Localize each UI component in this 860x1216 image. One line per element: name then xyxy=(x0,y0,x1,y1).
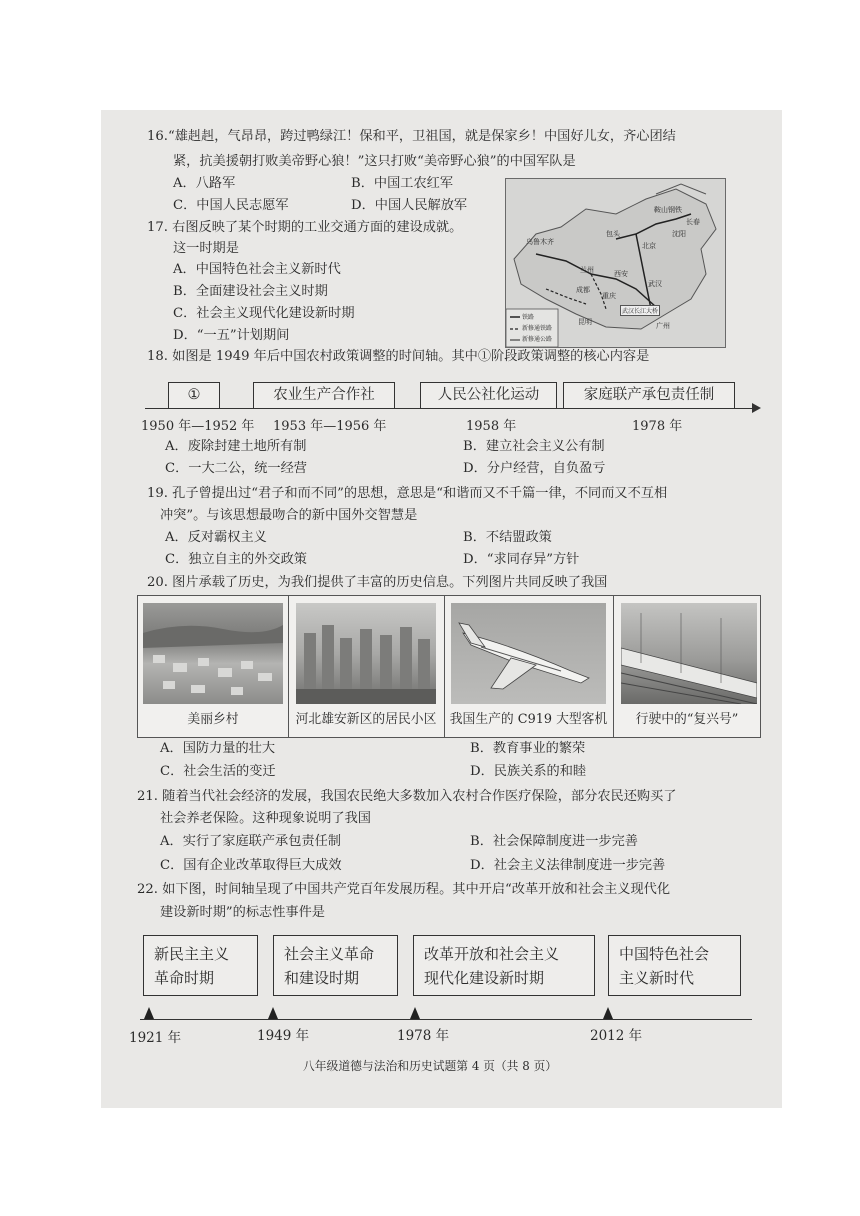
q18-stem: 18. 如图是 1949 年后中国农村政策调整的时间轴。其中①阶段政策调整的核心内容是 xyxy=(147,349,650,364)
q22-period-4: 中国特色社会 主义新时代 xyxy=(608,935,741,996)
q17-option-d: D．“一五”计划期间 xyxy=(173,328,290,343)
map-label: 武汉长江大桥 xyxy=(620,305,660,316)
q22-year-1: 1921 年 xyxy=(129,1030,182,1046)
q16-option-d: D．中国人民解放军 xyxy=(351,198,468,213)
q20-stem: 20. 图片承载了历史，为我们提供了丰富的历史信息。下列图片共同反映了我国 xyxy=(147,575,608,590)
q19-stem-line2: 冲突”。与该思想最吻合的新中国外交智慧是 xyxy=(160,508,418,523)
q21-option-b: B．社会保障制度进一步完善 xyxy=(470,834,638,849)
map-legend: 铁路 新修通铁路 新修通公路 xyxy=(522,314,553,343)
q20-option-a: A．国防力量的壮大 xyxy=(160,741,276,756)
q22-marker-1921 xyxy=(144,1007,154,1019)
map-label: 昆明 xyxy=(578,318,592,326)
q20-option-c: C．社会生活的变迁 xyxy=(160,764,276,779)
map-label: 乌鲁木齐 xyxy=(526,238,554,246)
q20-caption-3: 我国生产的 C919 大型客机 xyxy=(449,712,608,727)
page-footer: 八年级道德与法治和历史试题第 4 页（共 8 页） xyxy=(302,1059,558,1073)
q18-year-3: 1958 年 xyxy=(466,419,517,434)
q18-box-3: 人民公社化运动 xyxy=(420,382,557,409)
map-label: 长春 xyxy=(686,218,700,226)
map-label: 重庆 xyxy=(602,292,616,300)
c919-photo xyxy=(451,603,606,704)
q18-year-1: 1950 年—1952 年 xyxy=(141,419,255,434)
q22-marker-1949 xyxy=(268,1007,278,1019)
q17-option-b: B．全面建设社会主义时期 xyxy=(173,284,328,299)
xiongan-photo xyxy=(296,603,436,704)
map-label: 武汉 xyxy=(648,280,662,288)
q22-year-2: 1949 年 xyxy=(257,1028,310,1044)
q18-option-b: B．建立社会主义公有制 xyxy=(463,439,605,454)
fuxing-graphic xyxy=(621,603,757,704)
q18-box-1: ① xyxy=(168,382,220,409)
q17-option-a: A．中国特色社会主义新时代 xyxy=(173,262,341,277)
q18-option-d: D．分户经营，自负盈亏 xyxy=(463,461,606,476)
map-label: 成都 xyxy=(576,286,590,294)
q22-marker-2012 xyxy=(603,1007,613,1019)
village-graphic xyxy=(143,603,283,704)
q18-year-2: 1953 年—1956 年 xyxy=(273,419,387,434)
q22-stem-line1: 22. 如下图，时间轴呈现了中国共产党百年发展历程。其中开启“改革开放和社会主义现代化 xyxy=(137,882,671,897)
q21-option-c: C．国有企业改革取得巨大成效 xyxy=(160,858,342,873)
map-label: 兰州 xyxy=(580,266,594,274)
q20-caption-1: 美丽乡村 xyxy=(187,712,239,727)
q16-stem-line1: 16.“雄赳赳，气昂昂，跨过鸭绿江！保和平，卫祖国，就是保家乡！中国好儿女，齐心团结 xyxy=(147,129,676,144)
q19-stem-line1: 19. 孔子曾提出过“君子和而不同”的思想，意思是“和谐而又不千篇一律，不同而又不互相 xyxy=(147,486,668,501)
q17-stem-line1: 17. 右图反映了某个时期的工业交通方面的建设成就。 xyxy=(147,220,463,235)
q20-photo-panel xyxy=(137,595,761,738)
q19-option-b: B．不结盟政策 xyxy=(463,530,552,545)
q17-stem-line2: 这一时期是 xyxy=(173,241,239,256)
q16-option-c: C．中国人民志愿军 xyxy=(173,198,289,213)
village-photo xyxy=(143,603,283,704)
q22-period-3: 改革开放和社会主义 现代化建设新时期 xyxy=(413,935,595,996)
q22-period-2: 社会主义革命 和建设时期 xyxy=(273,935,398,996)
q16-option-a: A．八路军 xyxy=(173,176,236,191)
q22-period-1: 新民主主义 革命时期 xyxy=(143,935,258,996)
q18-box-2: 农业生产合作社 xyxy=(253,382,395,409)
q22-year-3: 1978 年 xyxy=(397,1028,450,1044)
q22-timeline-axis xyxy=(140,1019,752,1020)
q22-marker-1978 xyxy=(410,1007,420,1019)
xiongan-graphic xyxy=(296,603,436,704)
q21-stem-line1: 21. 随着当代社会经济的发展，我国农民绝大多数加入农村合作医疗保险，部分农民还购买了 xyxy=(137,789,677,804)
map-label: 广州 xyxy=(656,322,670,330)
map-label: 西安 xyxy=(614,270,628,278)
q18-option-c: C．一大二公，统一经营 xyxy=(165,461,307,476)
map-label: 包头 xyxy=(606,230,620,238)
q21-option-a: A．实行了家庭联产承包责任制 xyxy=(160,834,341,849)
q19-option-d: D．“求同存异”方针 xyxy=(463,552,580,567)
q20-option-b: B．教育事业的繁荣 xyxy=(470,741,586,756)
q17-option-c: C．社会主义现代化建设新时期 xyxy=(173,306,355,321)
fuxing-photo xyxy=(621,603,757,704)
arrow-head-icon xyxy=(752,403,761,413)
map-label: 沈阳 xyxy=(672,230,686,238)
q19-option-a: A．反对霸权主义 xyxy=(165,530,267,545)
q21-option-d: D．社会主义法律制度进一步完善 xyxy=(470,858,666,873)
q19-option-c: C．独立自主的外交政策 xyxy=(165,552,307,567)
q20-caption-2: 河北雄安新区的居民小区 xyxy=(295,712,437,727)
q22-year-4: 2012 年 xyxy=(590,1028,643,1044)
q20-caption-4: 行驶中的“复兴号” xyxy=(635,712,739,727)
c919-graphic xyxy=(451,603,606,704)
q16-stem-line2: 紧，抗美援朝打败美帝野心狼！”这只打败“美帝野心狼”的中国军队是 xyxy=(173,154,576,169)
q18-option-a: A．废除封建土地所有制 xyxy=(165,439,307,454)
q18-box-4: 家庭联产承包责任制 xyxy=(563,382,735,409)
q18-year-4: 1978 年 xyxy=(632,419,683,434)
q16-option-b: B．中国工农红军 xyxy=(351,176,454,191)
map-label: 北京 xyxy=(642,242,656,250)
q21-stem-line2: 社会养老保险。这种现象说明了我国 xyxy=(160,811,371,826)
q22-stem-line2: 建设新时期”的标志性事件是 xyxy=(160,905,325,920)
map-label: 鞍山钢铁 xyxy=(654,206,682,214)
construction-map xyxy=(505,178,726,348)
q20-option-d: D．民族关系的和睦 xyxy=(470,764,587,779)
